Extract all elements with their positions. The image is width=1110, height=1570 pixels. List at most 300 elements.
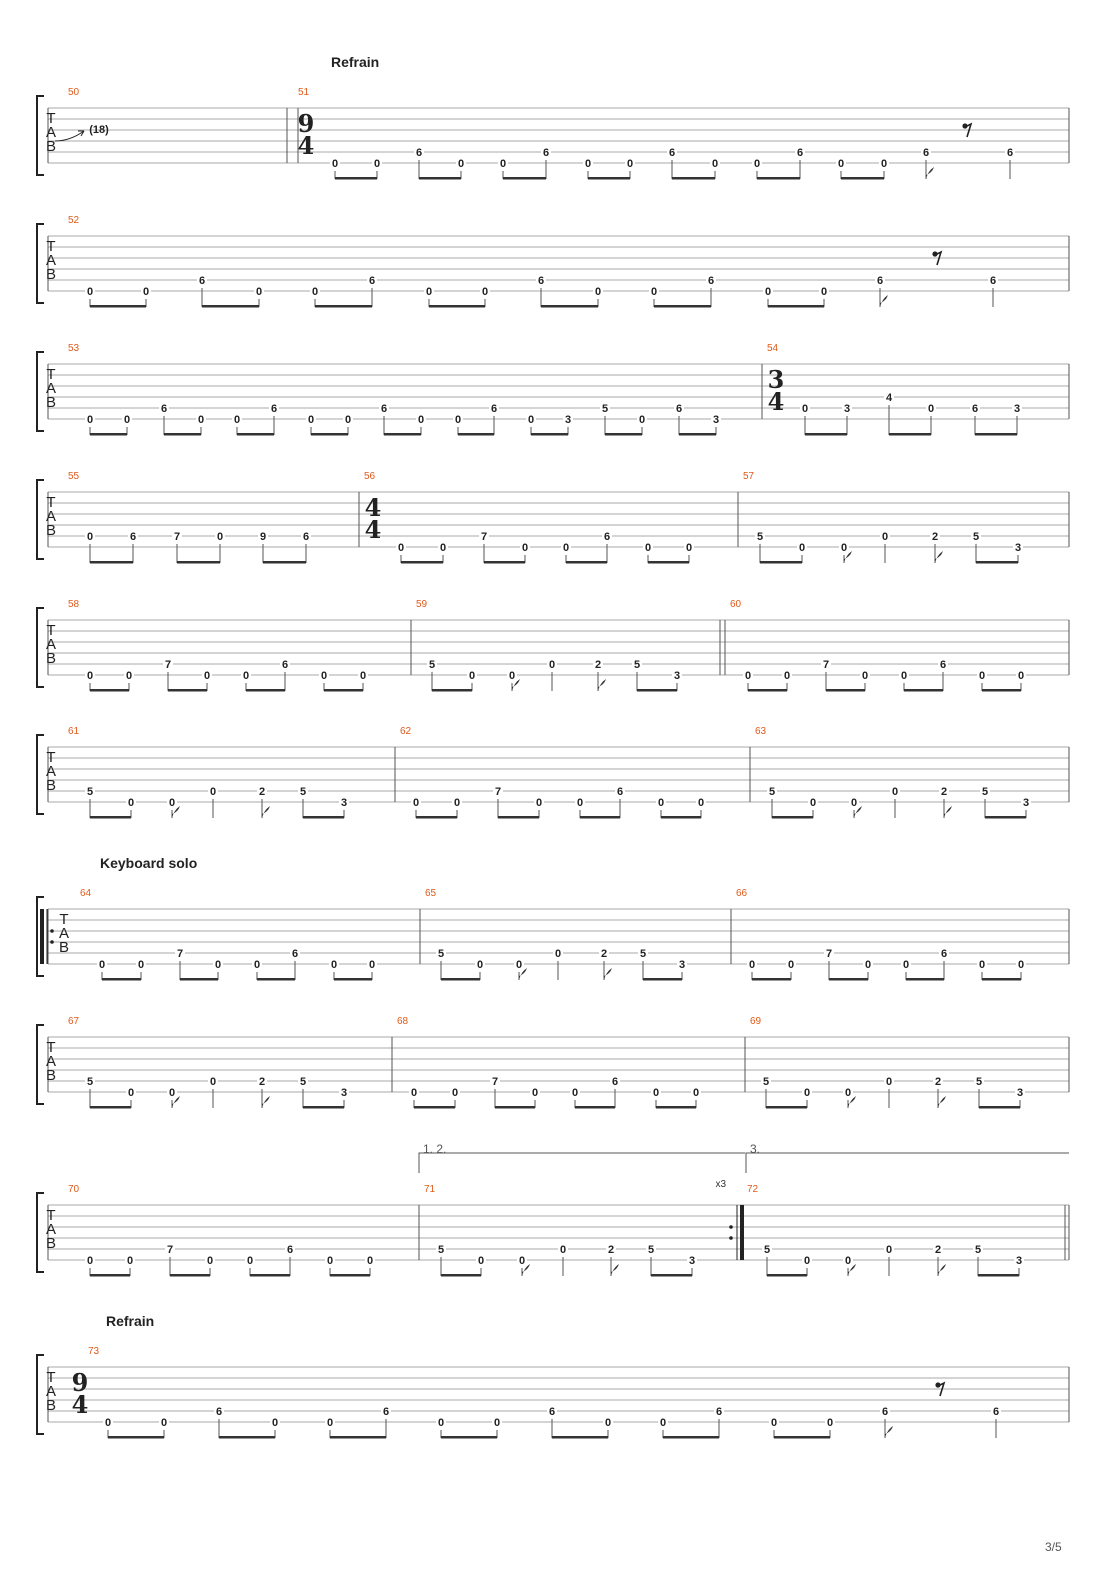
fret-number: 0 [86, 670, 94, 682]
fret-number: 0 [453, 797, 461, 809]
beam [637, 689, 677, 692]
fret-number: 5 [601, 403, 609, 415]
volta-bracket [746, 1153, 1069, 1173]
volta-bracket [419, 1153, 745, 1173]
fret-number: 6 [281, 659, 289, 671]
fret-number: 0 [439, 542, 447, 554]
fret-number: 0 [206, 1255, 214, 1267]
tab-clef-letter: T [46, 366, 56, 383]
tab-system [37, 726, 1069, 819]
fret-number: 0 [803, 1087, 811, 1099]
section-label: Keyboard solo [100, 855, 198, 871]
measure-number: 62 [400, 726, 412, 737]
fret-number: 0 [902, 959, 910, 971]
volta-label: 1. 2. [423, 1142, 447, 1156]
measure-number: 71 [424, 1184, 436, 1195]
fret-number: 0 [197, 414, 205, 426]
beam [90, 1106, 131, 1109]
fret-number: 7 [480, 531, 488, 543]
measure-number: 56 [364, 471, 376, 482]
fret-number: 6 [382, 1406, 390, 1418]
fret-number: 3 [340, 1087, 348, 1099]
measure-number: 72 [747, 1184, 759, 1195]
note-flag [880, 295, 888, 307]
beam [237, 433, 274, 436]
beam [752, 978, 791, 981]
bend-curve [55, 131, 84, 141]
fret-number: 6 [939, 659, 947, 671]
system-bracket [37, 352, 44, 431]
fret-number: 0 [900, 670, 908, 682]
repeat-dot [729, 1225, 733, 1229]
fret-number: 0 [1017, 670, 1025, 682]
fret-number: 0 [978, 959, 986, 971]
beam [643, 978, 682, 981]
fret-number: 6 [675, 403, 683, 415]
beam [672, 177, 715, 180]
fret-number: 0 [844, 1087, 852, 1099]
tab-clef-letter: A [45, 636, 57, 653]
section-label: Refrain [331, 54, 380, 70]
system-bracket [37, 96, 44, 175]
fret-number: 6 [922, 147, 930, 159]
fret-number: 0 [126, 1255, 134, 1267]
repeat-dot [50, 929, 54, 933]
beam [324, 689, 363, 692]
tab-clef-letter: B [45, 138, 57, 155]
fret-number: 3 [712, 414, 720, 426]
beam [651, 1274, 692, 1277]
time-signature-top: 3 [767, 365, 785, 394]
fret-number: 0 [801, 403, 809, 415]
measure-number: 57 [743, 471, 755, 482]
tab-system [37, 343, 1069, 436]
beam [552, 1436, 608, 1439]
tab-clef-letter: B [45, 777, 57, 794]
fret-number: 6 [881, 1406, 889, 1418]
fret-number: 0 [840, 542, 848, 554]
fret-number: 0 [753, 158, 761, 170]
beam [90, 1274, 130, 1277]
fret-number: 0 [1017, 959, 1025, 971]
fret-number: 6 [415, 147, 423, 159]
tab-clef-letter: B [45, 1235, 57, 1252]
beam [757, 177, 800, 180]
fret-number: 0 [891, 786, 899, 798]
tab-clef-letter: T [46, 238, 56, 255]
measure-number: 61 [68, 726, 80, 737]
fret-number: 0 [307, 414, 315, 426]
fret-number: 0 [86, 1255, 94, 1267]
tab-clef-letter: A [45, 380, 57, 397]
beam [979, 1106, 1020, 1109]
beam [748, 689, 787, 692]
beam [458, 433, 494, 436]
fret-number: 5 [428, 659, 436, 671]
fret-number: 0 [685, 542, 693, 554]
tab-system [37, 888, 1069, 981]
beam [661, 816, 701, 819]
fret-number: 5 [299, 1076, 307, 1088]
beam [108, 1436, 164, 1439]
fret-number: 0 [518, 1255, 526, 1267]
tab-system [37, 599, 1069, 692]
beam [889, 433, 931, 436]
fret-number: 5 [437, 1244, 445, 1256]
measure-number: 68 [397, 1016, 409, 1027]
fret-number: 5 [86, 1076, 94, 1088]
beam [177, 561, 220, 564]
fret-number: 0 [214, 959, 222, 971]
fret-number: 0 [86, 531, 94, 543]
fret-number: 0 [659, 1417, 667, 1429]
beam [303, 1106, 344, 1109]
fret-number: 6 [796, 147, 804, 159]
time-signature-bottom: 4 [71, 1390, 89, 1419]
fret-number: 0 [881, 531, 889, 543]
fret-number: 0 [127, 1087, 135, 1099]
fret-number: 0 [692, 1087, 700, 1099]
fret-number: 5 [763, 1244, 771, 1256]
measure-number: 52 [68, 215, 80, 226]
fret-number: 2 [934, 1076, 942, 1088]
tab-system [37, 87, 1069, 180]
repeat-start-thick [40, 909, 44, 964]
note-flag [262, 806, 270, 818]
beam [90, 561, 133, 564]
tab-clef-letter: T [46, 1039, 56, 1056]
fret-number: 0 [809, 797, 817, 809]
fret-number: 0 [535, 797, 543, 809]
beam [975, 433, 1017, 436]
fret-number: 0 [104, 1417, 112, 1429]
tab-system [37, 215, 1069, 308]
tab-clef-letter: A [45, 508, 57, 525]
tab-clef-letter: B [45, 266, 57, 283]
beam [976, 561, 1018, 564]
fret-number: 5 [768, 786, 776, 798]
fret-number: 0 [216, 531, 224, 543]
tab-system [37, 1346, 1069, 1439]
beam [257, 978, 295, 981]
fret-number: 0 [650, 286, 658, 298]
beam [180, 978, 218, 981]
beam [760, 561, 802, 564]
beam [503, 177, 546, 180]
fret-number: 3 [843, 403, 851, 415]
fret-number: 0 [410, 1087, 418, 1099]
beam [303, 816, 344, 819]
beam [648, 561, 689, 564]
fret-number: 0 [477, 1255, 485, 1267]
measure-number: 50 [68, 87, 80, 98]
fret-number: 6 [548, 1406, 556, 1418]
measure-number: 53 [68, 343, 80, 354]
fret-number: 6 [160, 403, 168, 415]
fret-number: 6 [603, 531, 611, 543]
fret-number: 0 [168, 1087, 176, 1099]
beam [566, 561, 607, 564]
fret-number: 0 [783, 670, 791, 682]
tab-system [37, 471, 1069, 564]
beam [90, 816, 131, 819]
beam [766, 1106, 807, 1109]
beam [541, 305, 598, 308]
fret-number: 6 [490, 403, 498, 415]
fret-number: 0 [457, 158, 465, 170]
fret-number: 0 [584, 158, 592, 170]
beam [164, 433, 201, 436]
beam [416, 816, 457, 819]
fret-number: 3 [673, 670, 681, 682]
tab-clef-letter: B [45, 1067, 57, 1084]
beam [90, 433, 127, 436]
fret-number: 0 [425, 286, 433, 298]
fret-number: 0 [844, 1255, 852, 1267]
fret-number: 0 [837, 158, 845, 170]
fret-number: 7 [164, 659, 172, 671]
fret-number: 2 [594, 659, 602, 671]
fret-number: 0 [826, 1417, 834, 1429]
fret-number: 5 [633, 659, 641, 671]
beam [679, 433, 716, 436]
fret-number: 6 [537, 275, 545, 287]
fret-number: 2 [607, 1244, 615, 1256]
fret-number: 9 [259, 531, 267, 543]
fret-number: 0 [548, 659, 556, 671]
beam [841, 177, 884, 180]
beam [767, 1274, 807, 1277]
repeat-dot [729, 1236, 733, 1240]
fret-number: 0 [764, 286, 772, 298]
fret-number: 0 [359, 670, 367, 682]
time-signature-bottom: 4 [767, 387, 785, 416]
fret-number: 0 [571, 1087, 579, 1099]
fret-number: 5 [981, 786, 989, 798]
beam [90, 689, 129, 692]
beam [170, 1274, 210, 1277]
fret-number: 7 [822, 659, 830, 671]
beam [982, 689, 1021, 692]
fret-number: 0 [861, 670, 869, 682]
beam [906, 978, 944, 981]
beam [531, 433, 568, 436]
beam [985, 816, 1026, 819]
fret-number: 0 [820, 286, 828, 298]
fret-number: 5 [762, 1076, 770, 1088]
fret-number: 0 [499, 158, 507, 170]
fret-number: 0 [576, 797, 584, 809]
fret-number: 3 [1013, 403, 1021, 415]
tab-clef-letter: A [58, 925, 70, 942]
tab-clef-letter: A [45, 763, 57, 780]
fret-number: 0 [326, 1417, 334, 1429]
fret-number: 3 [1022, 797, 1030, 809]
tab-clef-letter: T [46, 749, 56, 766]
fret-number: 0 [233, 414, 241, 426]
beam [982, 978, 1021, 981]
fret-number: 5 [647, 1244, 655, 1256]
fret-number: 2 [600, 948, 608, 960]
note-flag [885, 1426, 893, 1438]
fret-number: 6 [668, 147, 676, 159]
page-number: 3/5 [1045, 1540, 1062, 1554]
fret-number: 6 [876, 275, 884, 287]
system-bracket [37, 1355, 44, 1434]
fret-number: 0 [98, 959, 106, 971]
fret-number: 0 [271, 1417, 279, 1429]
beam [246, 689, 285, 692]
fret-number: 0 [468, 670, 476, 682]
beam [768, 305, 824, 308]
fret-number: 7 [491, 1076, 499, 1088]
fret-number: 5 [756, 531, 764, 543]
tab-clef-letter: T [46, 110, 56, 127]
repeat-count: x3 [715, 1179, 726, 1190]
tab-clef-letter: A [45, 1383, 57, 1400]
fret-number: 0 [417, 414, 425, 426]
beam [330, 1274, 370, 1277]
fret-number: 6 [971, 403, 979, 415]
fret-number: 6 [302, 531, 310, 543]
fret-number: 0 [127, 797, 135, 809]
measure-number: 59 [416, 599, 428, 610]
fret-number: 2 [258, 786, 266, 798]
beam [441, 1436, 497, 1439]
fret-number: 7 [494, 786, 502, 798]
fret-number: 6 [129, 531, 137, 543]
tab-clef-letter: T [59, 911, 69, 928]
fret-number: 0 [744, 670, 752, 682]
repeat-dot [50, 940, 54, 944]
fret-number: 0 [885, 1076, 893, 1088]
fret-number: 0 [412, 797, 420, 809]
fret-number: 5 [639, 948, 647, 960]
fret-number: 0 [770, 1417, 778, 1429]
fret-number: 0 [697, 797, 705, 809]
tab-clef-letter: B [45, 522, 57, 539]
fret-number: 6 [1006, 147, 1014, 159]
fret-number: 0 [787, 959, 795, 971]
fret-number: 0 [142, 286, 150, 298]
fret-number: 0 [657, 797, 665, 809]
fret-number: 0 [253, 959, 261, 971]
fret-number: 0 [397, 542, 405, 554]
volta-label: 3. [750, 1142, 761, 1156]
measure-number: 70 [68, 1184, 80, 1195]
tab-clef-letter: T [46, 622, 56, 639]
fret-number: 6 [616, 786, 624, 798]
beam [772, 816, 813, 819]
fret-number: 0 [320, 670, 328, 682]
fret-number: 0 [476, 959, 484, 971]
note-flag [938, 1264, 946, 1276]
beam [263, 561, 306, 564]
beam [829, 978, 868, 981]
beam [219, 1436, 275, 1439]
fret-number: 2 [258, 1076, 266, 1088]
system-bracket [37, 1025, 44, 1104]
fret-number: 0 [255, 286, 263, 298]
beam [102, 978, 141, 981]
fret-number: 4 [885, 392, 893, 404]
time-signature-top: 4 [364, 493, 382, 522]
fret-number: 0 [86, 414, 94, 426]
tab-clef-letter: T [46, 494, 56, 511]
time-signature-top: 9 [297, 109, 315, 138]
fret-number: 3 [564, 414, 572, 426]
note-flag [944, 806, 952, 818]
beam [250, 1274, 290, 1277]
fret-number: 6 [286, 1244, 294, 1256]
beam [484, 561, 525, 564]
note-flag [926, 167, 934, 179]
fret-number: 0 [168, 797, 176, 809]
measure-number: 65 [425, 888, 437, 899]
fret-number: 0 [803, 1255, 811, 1267]
time-signature-bottom: 4 [297, 131, 315, 160]
fret-number: 6 [715, 1406, 723, 1418]
fret-number: 0 [125, 670, 133, 682]
tab-clef-letter: B [45, 650, 57, 667]
fret-number: 7 [173, 531, 181, 543]
fret-number: 0 [527, 414, 535, 426]
fret-number: 6 [992, 1406, 1000, 1418]
fret-number: 0 [311, 286, 319, 298]
fret-number: 0 [437, 1417, 445, 1429]
beam [654, 305, 711, 308]
fret-number: 3 [1015, 1255, 1023, 1267]
fret-number: 0 [638, 414, 646, 426]
measure-number: 63 [755, 726, 767, 737]
fret-number: 0 [326, 1255, 334, 1267]
repeat-end-thick [740, 1205, 744, 1260]
fret-number: 5 [972, 531, 980, 543]
beam [588, 177, 630, 180]
fret-number: 3 [678, 959, 686, 971]
beam [605, 433, 642, 436]
beam [202, 305, 259, 308]
beam [663, 1436, 719, 1439]
fret-number: 0 [451, 1087, 459, 1099]
beam [311, 433, 348, 436]
note-flag [935, 551, 943, 563]
fret-number: 5 [974, 1244, 982, 1256]
fret-number: 0 [123, 414, 131, 426]
fret-number: 5 [975, 1076, 983, 1088]
fret-number: 6 [542, 147, 550, 159]
fret-number: 3 [340, 797, 348, 809]
beam [90, 305, 146, 308]
fret-number: 5 [86, 786, 94, 798]
fret-number: 0 [531, 1087, 539, 1099]
measure-number: 69 [750, 1016, 762, 1027]
tab-clef-letter: B [45, 394, 57, 411]
tab-clef-letter: T [46, 1207, 56, 1224]
fret-number: 0 [366, 1255, 374, 1267]
fret-number: 0 [880, 158, 888, 170]
fret-number: 0 [330, 959, 338, 971]
beam [656, 1106, 696, 1109]
fret-number: 0 [242, 670, 250, 682]
fret-number: 3 [1016, 1087, 1024, 1099]
beam [419, 177, 461, 180]
fret-number: 6 [368, 275, 376, 287]
fret-number: 6 [215, 1406, 223, 1418]
beam [498, 816, 539, 819]
fret-number: 0 [594, 286, 602, 298]
measure-number: 55 [68, 471, 80, 482]
